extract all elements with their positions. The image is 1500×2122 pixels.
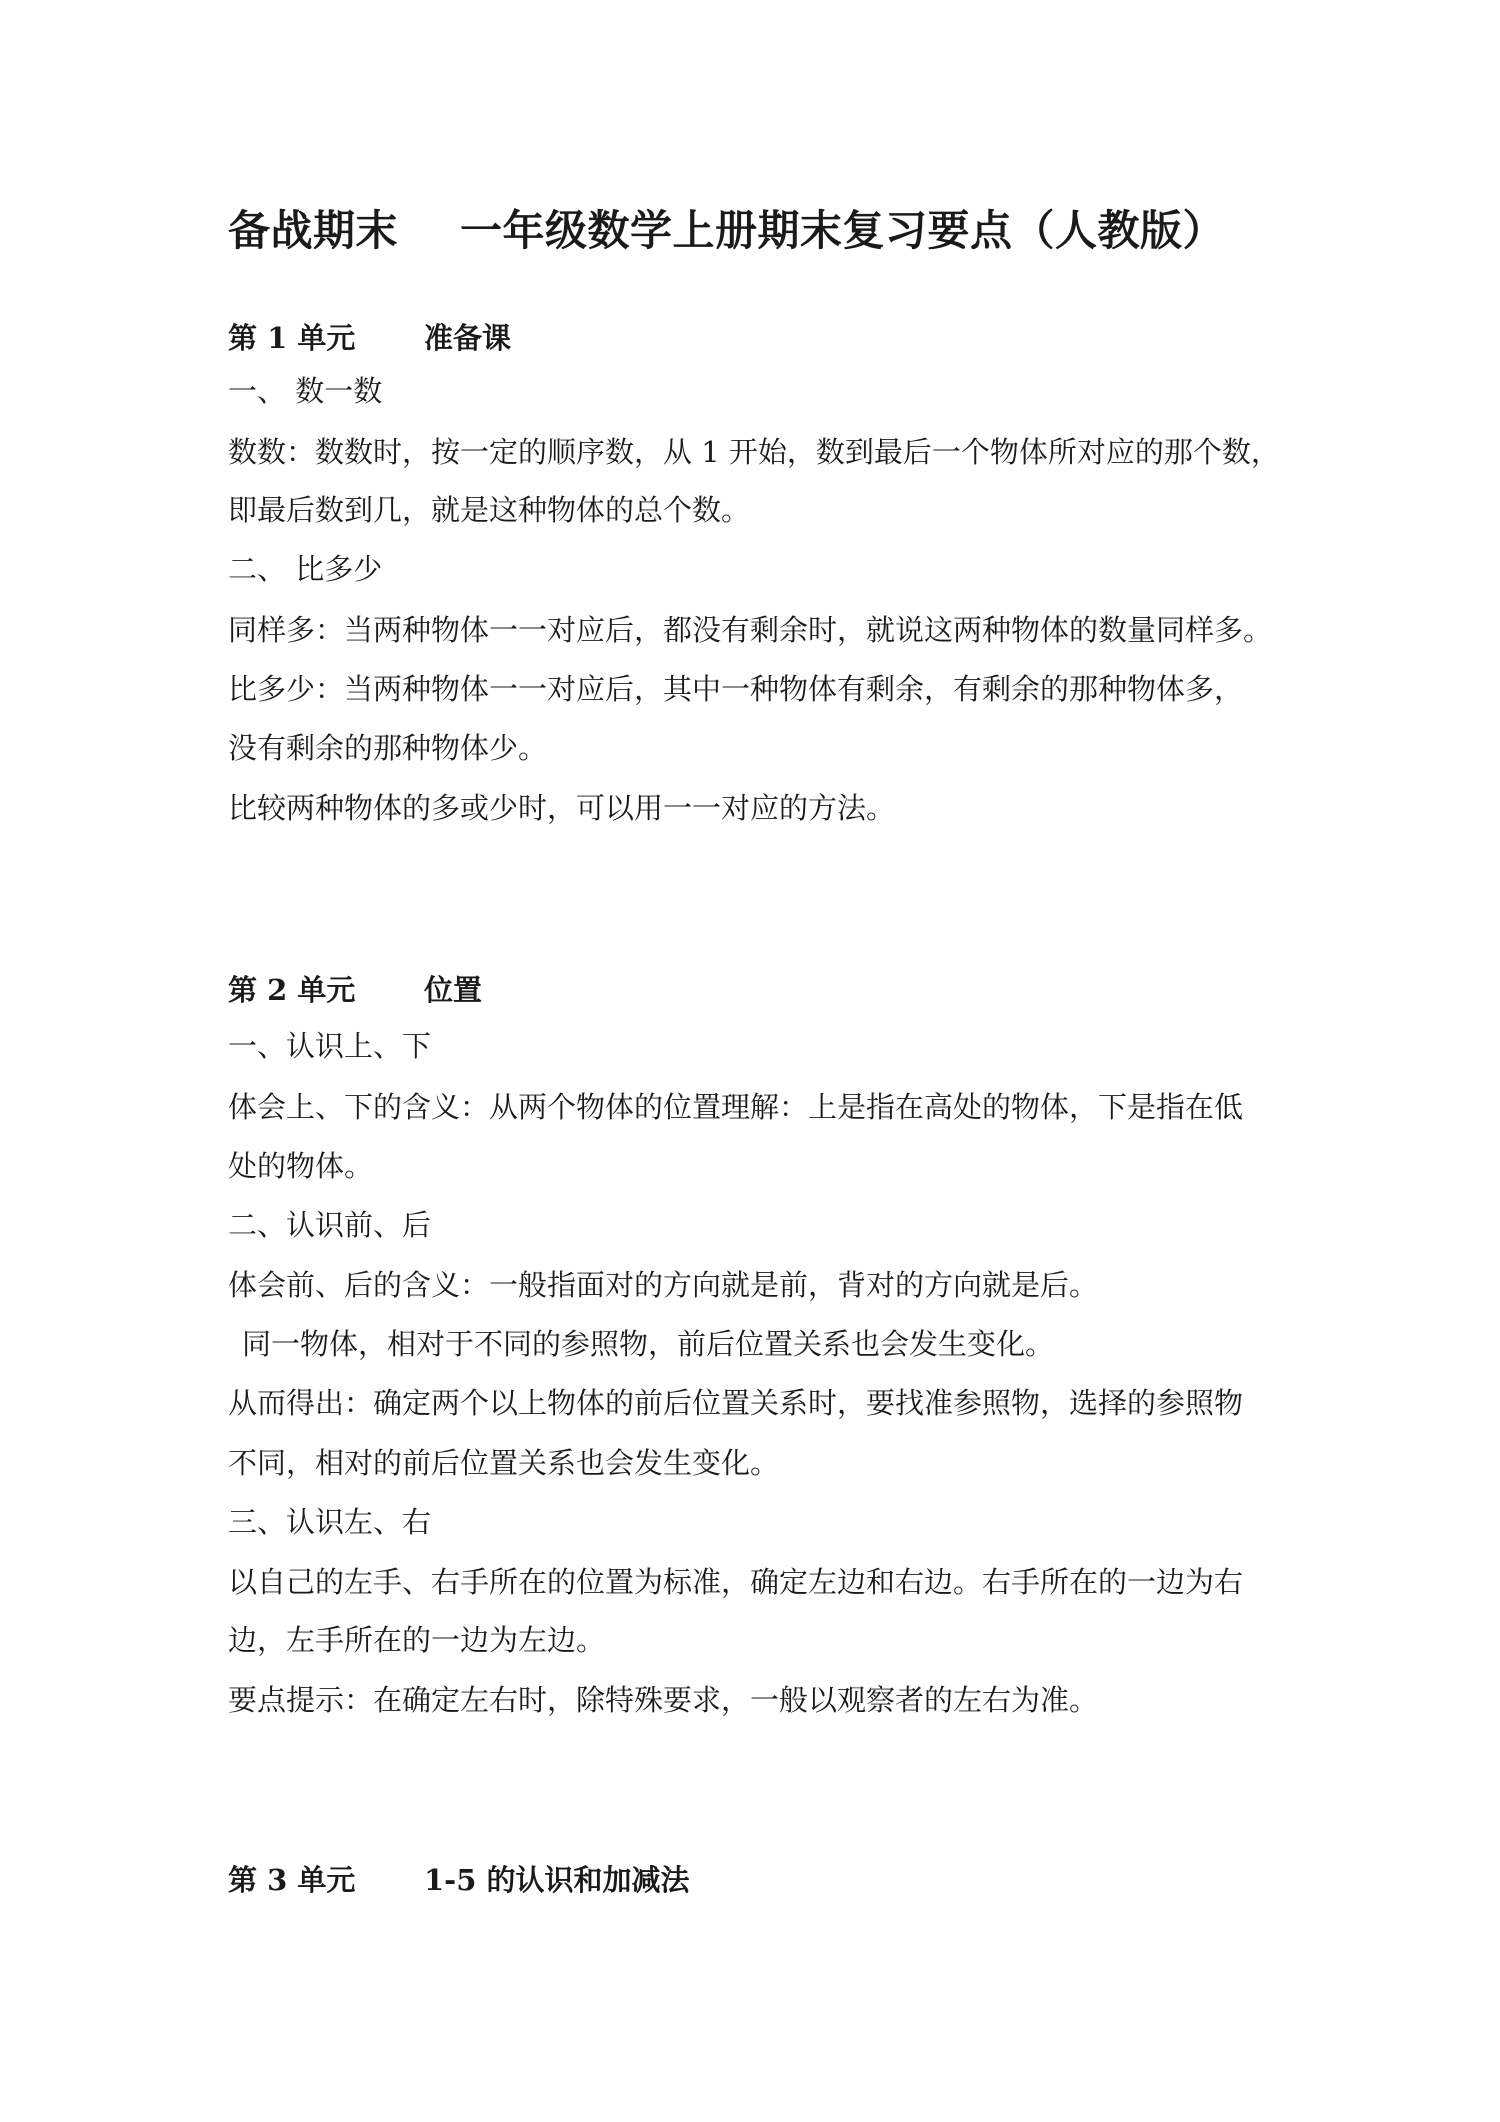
title-part2: 一年级数学上册期末复习要点（人教版）	[460, 206, 1226, 255]
unit-2-line: 二、认识前、后	[228, 1208, 432, 1242]
page-title	[228, 198, 1225, 258]
unit-2-line: 要点提示：在确定左右时，除特殊要求，一般以观察者的左右为准。	[228, 1683, 1099, 1717]
unit-1-line: 即最后数到几，就是这种物体的总个数。	[228, 493, 751, 527]
unit-1-line: 一、 数一数	[228, 374, 383, 408]
unit-2-line: 处的物体。	[228, 1149, 374, 1183]
unit-2-line: 以自己的左手、右手所在的位置为标准，确定左边和右边。右手所在的一边为右	[228, 1565, 1244, 1599]
unit-1-line: 比较两种物体的多或少时，可以用一一对应的方法。	[228, 791, 896, 825]
title-part1: 备战期末	[228, 206, 399, 255]
unit-1-line: 比多少：当两种物体一一对应后，其中一种物体有剩余，有剩余的那种物体多，	[228, 672, 1244, 706]
unit-2-line: 同一物体，相对于不同的参照物，前后位置关系也会发生变化。	[242, 1327, 1055, 1361]
unit-1-topic: 准备课	[424, 321, 512, 355]
unit-1-line: 同样多：当两种物体一一对应后，都没有剩余时，就说这两种物体的数量同样多。	[228, 613, 1273, 647]
unit-1-line: 二、 比多少	[228, 552, 383, 586]
unit-1-line: 没有剩余的那种物体少。	[228, 731, 548, 765]
unit-1-line: 数数：数数时，按一定的顺序数，从 1 开始，数到最后一个物体所对应的那个数，	[228, 435, 1280, 469]
unit-2-line: 一、认识上、下	[228, 1029, 432, 1063]
unit-2-label: 第 2 单元	[228, 973, 356, 1007]
unit-3-label: 第 3 单元	[228, 1863, 356, 1897]
unit-2-heading	[228, 968, 483, 1009]
unit-1-heading	[228, 316, 512, 357]
unit-1-label: 第 1 单元	[228, 321, 356, 355]
unit-2-line: 体会前、后的含义：一般指面对的方向就是前，背对的方向就是后。	[228, 1268, 1099, 1302]
unit-3-heading	[228, 1858, 690, 1899]
unit-2-line: 不同，相对的前后位置关系也会发生变化。	[228, 1446, 780, 1480]
unit-2-line: 边，左手所在的一边为左边。	[228, 1623, 606, 1657]
unit-2-line: 从而得出：确定两个以上物体的前后位置关系时，要找准参照物，选择的参照物	[228, 1386, 1244, 1420]
unit-2-topic: 位置	[424, 973, 483, 1007]
unit-3-topic: 1-5 的认识和加减法	[424, 1863, 690, 1897]
unit-2-line: 三、认识左、右	[228, 1505, 432, 1539]
unit-2-line: 体会上、下的含义：从两个物体的位置理解：上是指在高处的物体，下是指在低	[228, 1090, 1244, 1124]
